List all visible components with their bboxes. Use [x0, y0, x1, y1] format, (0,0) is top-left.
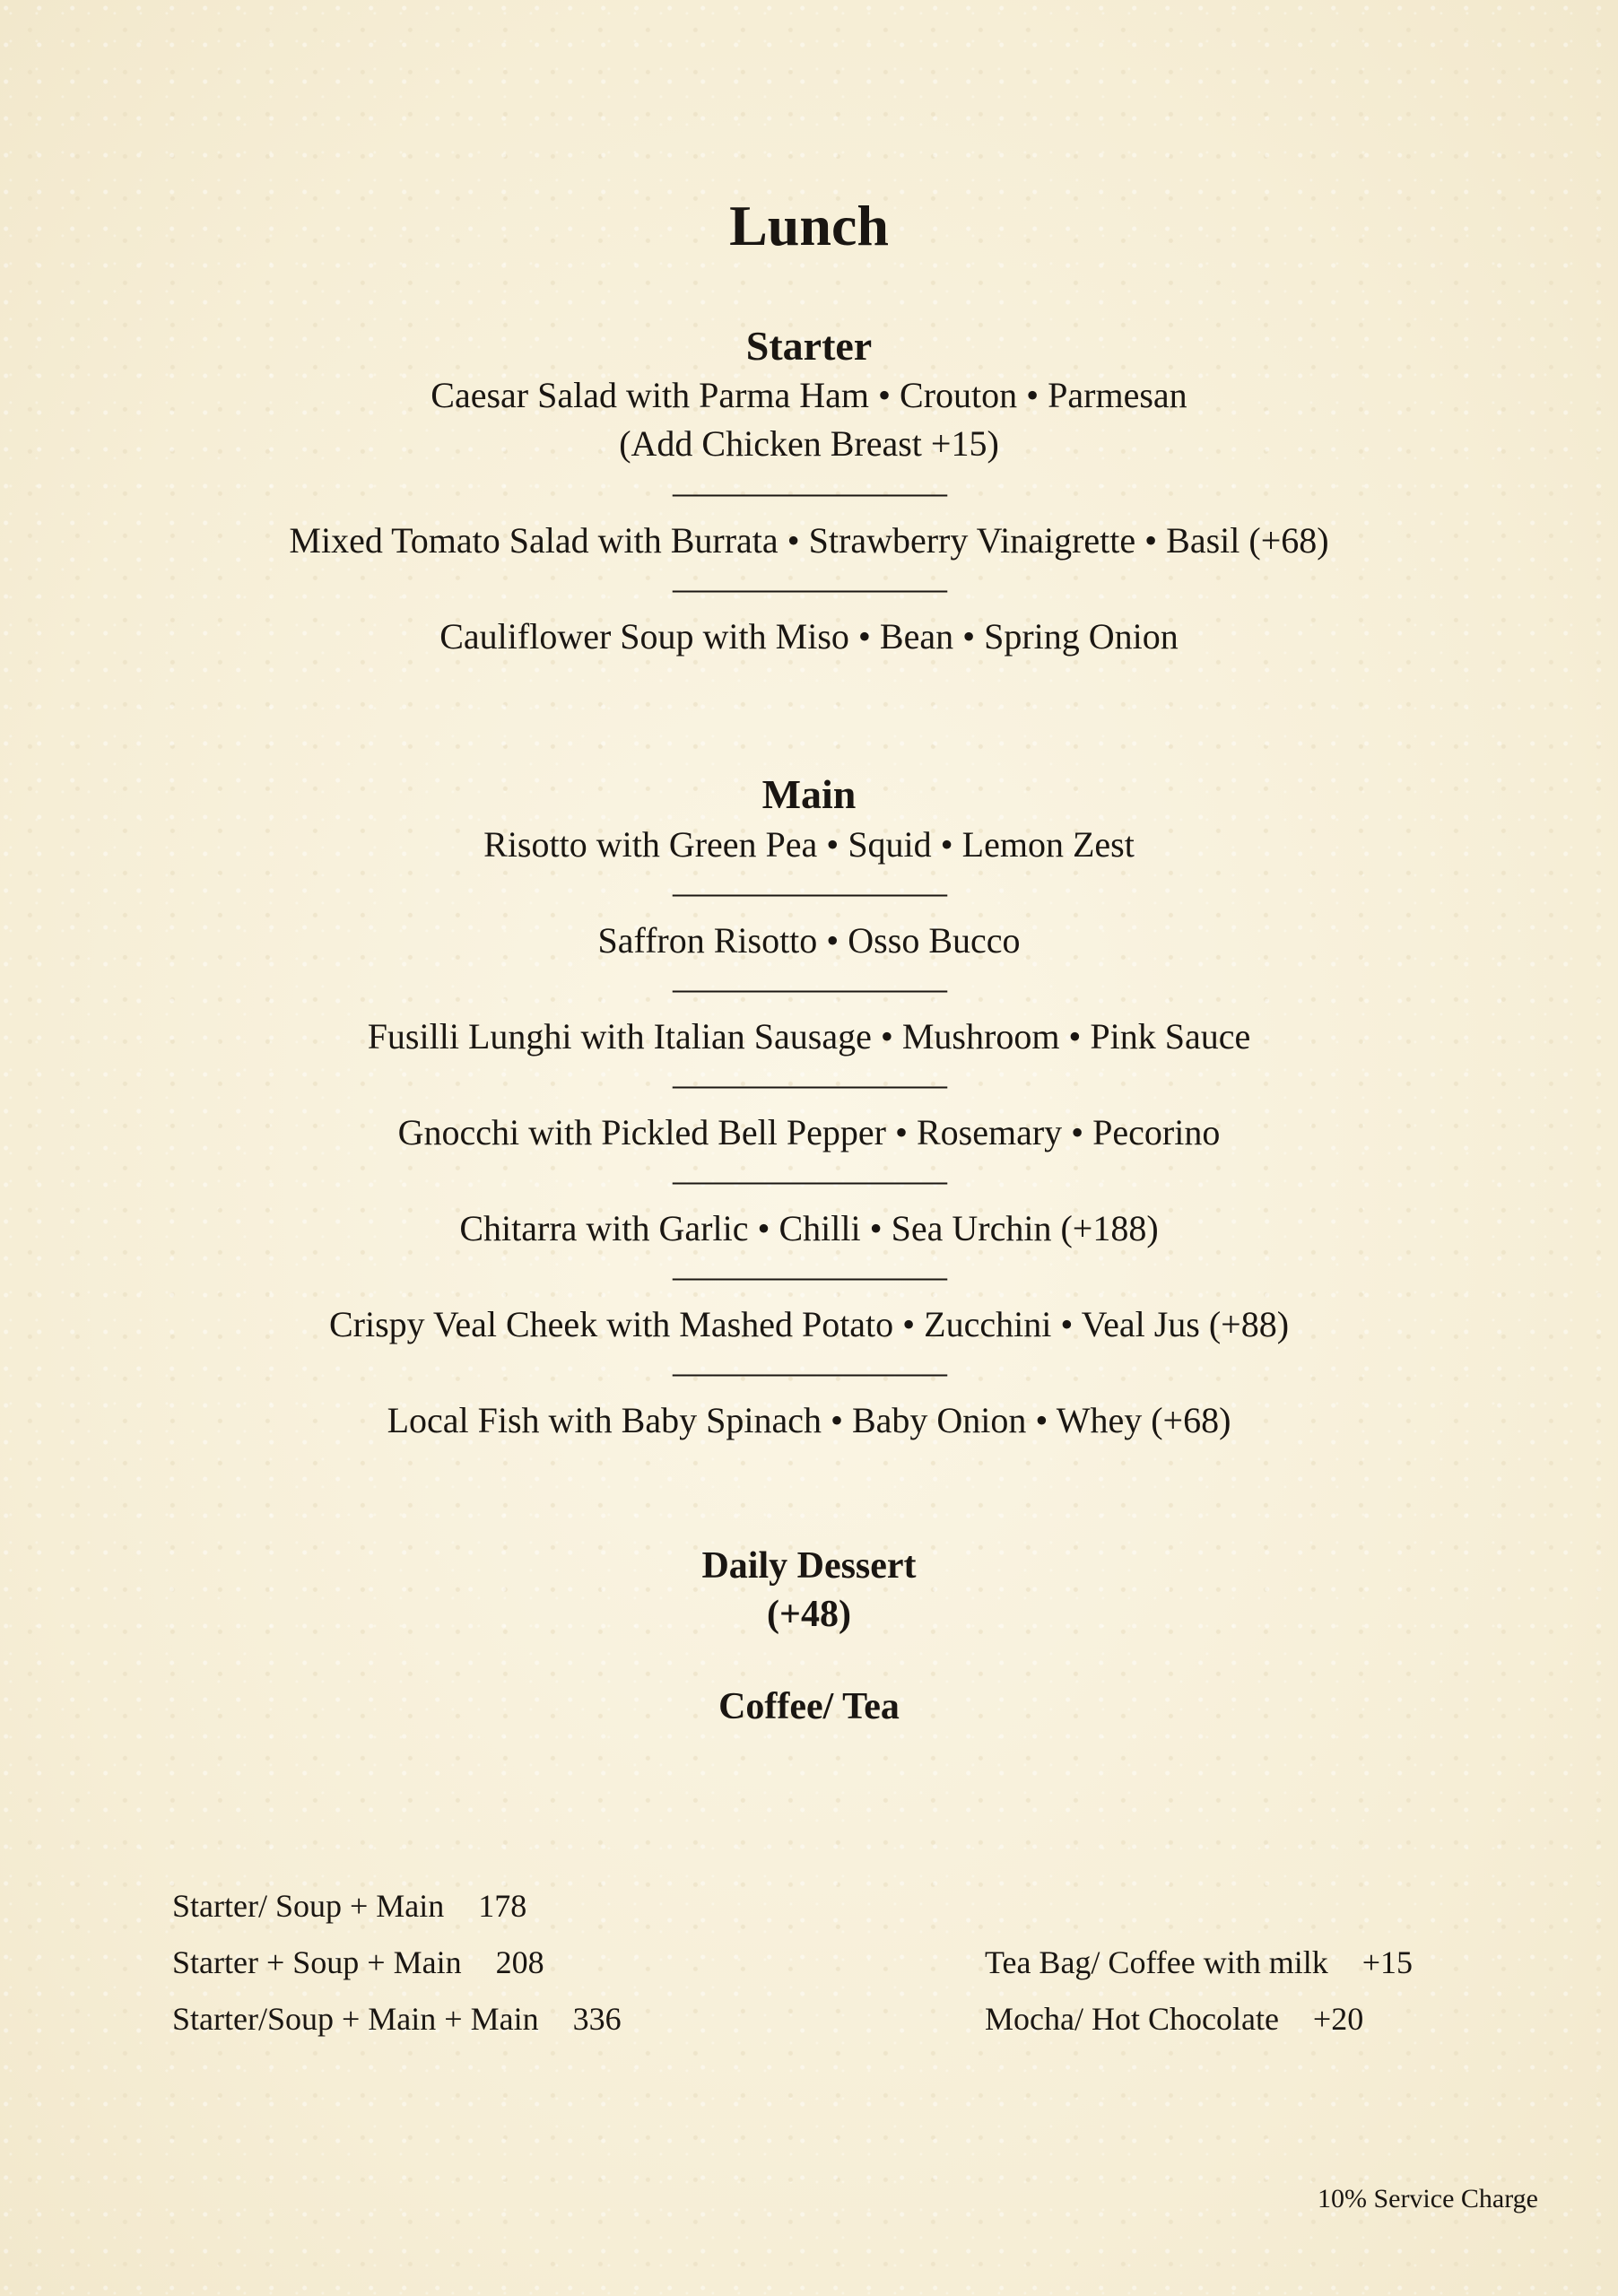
divider: ————————	[673, 472, 945, 512]
starter-item-caesar-addon: (Add Chicken Breast +15)	[619, 423, 999, 464]
divider: ————————	[673, 968, 945, 1008]
drink-extra-row	[985, 1999, 1363, 2039]
main-item: Gnocchi with Pickled Bell Pepper • Rosemary • Pecorino	[397, 1112, 1221, 1152]
set-price-amount: 336	[572, 2001, 622, 2037]
drink-extra-label: Tea Bag/ Coffee with milk	[985, 1944, 1328, 1980]
divider: ————————	[673, 872, 945, 912]
main-item: Local Fish with Baby Spinach • Baby Onion • Whey (+68)	[387, 1400, 1231, 1440]
divider: ————————	[673, 1256, 945, 1296]
starter-item-caesar: Caesar Salad with Parma Ham • Crouton • Parmesan	[431, 375, 1187, 415]
set-price-label: Starter + Soup + Main	[172, 1944, 462, 1980]
service-charge-note: 10% Service Charge	[1317, 2184, 1538, 2213]
set-price-label: Starter/ Soup + Main	[172, 1888, 445, 1924]
main-item: Fusilli Lunghi with Italian Sausage • Mushroom • Pink Sauce	[367, 1016, 1251, 1057]
starter-item-tomato: Mixed Tomato Salad with Burrata • Strawberry Vinaigrette • Basil (+68)	[289, 520, 1329, 561]
divider: ————————	[673, 1064, 945, 1104]
drink-extra-row	[985, 1943, 1413, 1982]
divider: ————————	[673, 1352, 945, 1392]
set-price-row	[172, 1999, 622, 2039]
set-price-row	[172, 1886, 526, 1926]
main-heading: Main	[761, 771, 857, 817]
dessert-price: (+48)	[767, 1594, 851, 1635]
set-price-amount: 178	[478, 1888, 527, 1924]
main-item: Crispy Veal Cheek with Mashed Potato • Zucchini • Veal Jus (+88)	[328, 1304, 1290, 1344]
drink-extra-amount: +20	[1312, 2001, 1364, 2037]
dessert-heading: Daily Dessert	[701, 1545, 917, 1587]
drink-extra-label: Mocha/ Hot Chocolate	[985, 2001, 1279, 2037]
set-price-row	[172, 1943, 544, 1982]
divider: ————————	[673, 1160, 945, 1200]
main-item: Saffron Risotto • Osso Bucco	[597, 920, 1021, 961]
starter-heading: Starter	[745, 323, 873, 369]
starter-item-soup: Cauliflower Soup with Miso • Bean • Spring Onion	[439, 616, 1179, 657]
set-price-amount: 208	[495, 1944, 544, 1980]
drink-extra-amount: +15	[1361, 1944, 1414, 1980]
menu-title: Lunch	[729, 194, 889, 257]
divider: ————————	[673, 568, 945, 608]
main-item: Chitarra with Garlic • Chilli • Sea Urchin (+188)	[459, 1208, 1159, 1248]
main-item: Risotto with Green Pea • Squid • Lemon Zest	[483, 824, 1135, 865]
coffee-tea-heading: Coffee/ Tea	[718, 1686, 900, 1727]
set-price-label: Starter/Soup + Main + Main	[172, 2001, 539, 2037]
